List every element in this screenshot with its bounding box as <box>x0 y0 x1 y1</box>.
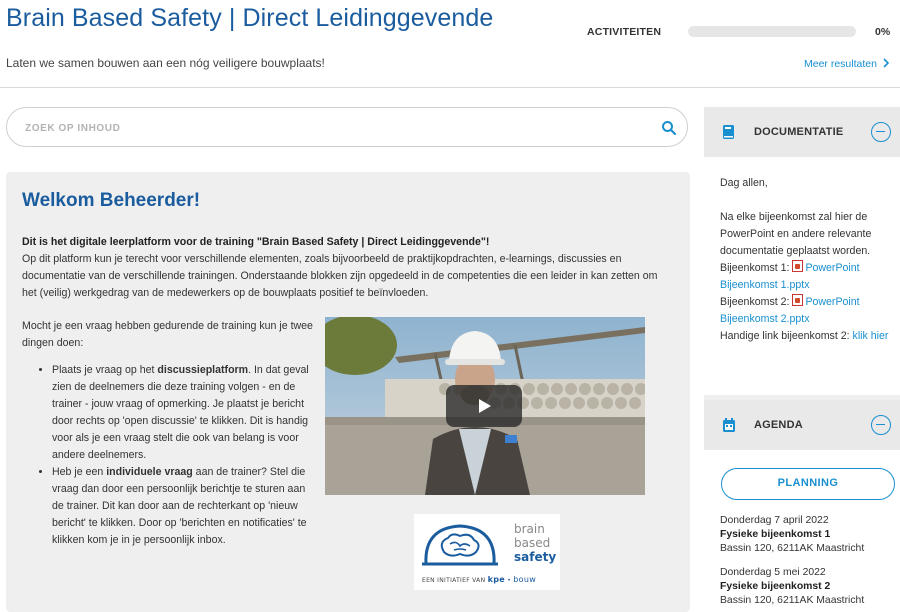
collapse-documentation-button[interactable] <box>871 122 891 142</box>
planning-button[interactable]: PLANNING <box>721 468 895 500</box>
play-icon <box>446 385 522 427</box>
right-sidebar <box>704 107 900 607</box>
video-play-button[interactable] <box>446 385 522 427</box>
welcome-heading: Welkom Beheerder! <box>22 190 201 211</box>
page-subtitle: Laten we samen bouwen aan een nóg veiligere bouwplaats! <box>6 56 325 70</box>
list-item <box>52 362 316 464</box>
intro-text: Op dit platform kun je terecht voor verschillende elementen, zoals bijvoorbeeld de praktijkopdrachten, e-learnings, discussies en documentatie van de verschillende trainingen. Onderstaande blokken zijn opgedeeld in de competenties die een leider in kan zetten om het (veilig) werkgedrag van de medewerkers op de bouwplaats positief te beïnvloeden. <box>22 253 658 299</box>
welcome-intro <box>22 234 662 302</box>
event-date: Donderdag 7 april 2022 <box>720 515 829 526</box>
event-location: Bassin 120, 6211AK Maastricht <box>720 543 865 554</box>
doc-link-1[interactable]: PowerPoint Bijeenkomst 1.pptx <box>720 262 860 291</box>
bullet-bold: discussieplatform <box>157 364 249 376</box>
training-video[interactable] <box>325 317 645 495</box>
activities-label: ACTIVITEITEN <box>587 26 662 38</box>
agenda-title: AGENDA <box>754 419 803 431</box>
bullet-text: Heb je een <box>52 466 107 478</box>
powerpoint-icon <box>792 260 803 272</box>
event-date: Donderdag 5 mei 2022 <box>720 567 826 578</box>
documentation-panel-header[interactable] <box>704 107 900 157</box>
search-icon[interactable] <box>661 120 677 136</box>
logo-line1: brain <box>514 522 545 536</box>
event-title: Fysieke bijeenkomst 1 <box>720 529 831 540</box>
logo-footer-post: bouw <box>513 575 537 584</box>
documentation-content <box>720 175 895 345</box>
doc-item-label: Handige link bijeenkomst 2: <box>720 330 850 342</box>
calendar-icon <box>722 417 736 433</box>
search-bar <box>6 107 688 147</box>
book-icon <box>722 124 736 140</box>
activities-progress-bar <box>688 26 856 37</box>
search-input[interactable] <box>25 119 625 137</box>
documentation-item-1 <box>720 260 895 294</box>
documentation-item-2 <box>720 294 895 328</box>
collapse-agenda-button[interactable] <box>871 415 891 435</box>
documentation-title: DOCUMENTATIE <box>754 126 844 138</box>
intro-bold-text: Dit is het digitale leerplatform voor de training "Brain Based Safety | Direct Leidinggevende"! <box>22 236 490 248</box>
question-text: Mocht je een vraag hebben gedurende de training kun je twee dingen doen: <box>22 320 313 349</box>
brain-helmet-icon <box>420 520 500 572</box>
logo-line3: safety <box>514 550 557 564</box>
agenda-panel-header[interactable] <box>704 400 900 450</box>
logo-footer-pre: EEN INITIATIEF VAN <box>422 577 486 584</box>
doc-item-label: Bijeenkomst 1: <box>720 262 790 274</box>
more-results-link[interactable] <box>804 58 890 70</box>
event-title: Fysieke bijeenkomst 2 <box>720 581 831 592</box>
documentation-text: Na elke bijeenkomst zal hier de PowerPoint en andere relevante documentatie geplaatst worden. <box>720 211 872 257</box>
logo-footer-brand: kpe <box>487 575 505 584</box>
more-results-label: Meer resultaten <box>804 58 877 70</box>
brain-based-safety-logo <box>414 514 560 590</box>
agenda-event[interactable] <box>720 514 898 556</box>
event-location: Bassin 120, 6211AK Maastricht <box>720 595 865 606</box>
doc-link-2[interactable]: PowerPoint Bijeenkomst 2.pptx <box>720 296 860 325</box>
question-options-list <box>26 362 316 549</box>
welcome-card <box>6 172 690 612</box>
bullet-text: . In dat geval zien de deelnemers die deze training volgen - en de trainer - jouw vraag of opmerking. Je plaatst je bericht door rechts op 'open discussie' te klikken. Dit is handig voor als je een vraag stelt die ook van belang is voor andere deelnemers. <box>52 364 309 461</box>
bullet-bold: individuele vraag <box>106 466 193 478</box>
list-item <box>52 464 316 549</box>
bullet-text: Plaats je vraag op het <box>52 364 158 376</box>
chevron-right-icon <box>882 58 890 68</box>
page-title: Brain Based Safety | Direct Leidinggevende <box>6 4 494 32</box>
activities-progress-percent: 0% <box>875 26 891 38</box>
doc-link-3[interactable]: klik hier <box>852 330 889 342</box>
powerpoint-icon <box>792 294 803 306</box>
page-header <box>0 0 900 88</box>
agenda-event[interactable] <box>720 566 898 608</box>
documentation-greeting: Dag allen, <box>720 177 768 189</box>
logo-footer: EEN INITIATIEF VAN kpe • bouw <box>422 575 537 584</box>
bullet-text: aan de trainer? Stel die vraag dan door een persoonlijk berichtje te sturen aan de trainer. Dit kan door aan de rechterkant op 'nieuw bericht' te klikken. Door op 'berichten en notificaties' te klikken kom je in je persoonlijk inbox. <box>52 466 307 546</box>
documentation-item-3 <box>720 328 895 345</box>
logo-line2: based <box>514 536 551 550</box>
doc-item-label: Bijeenkomst 2: <box>720 296 790 308</box>
